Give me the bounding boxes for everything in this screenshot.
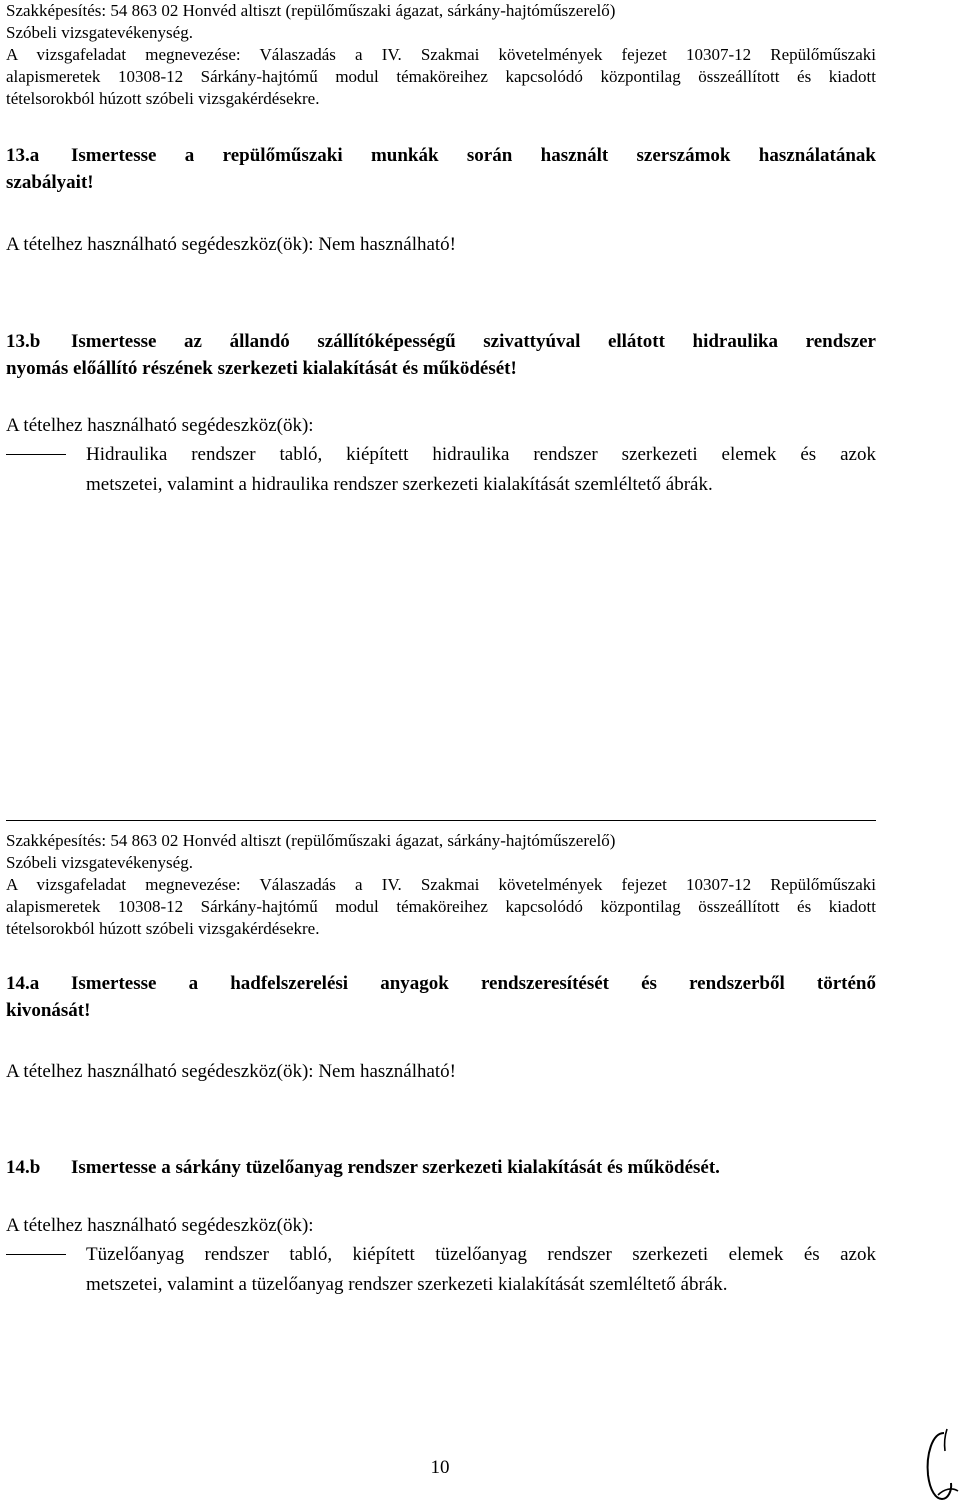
page-separator-line — [6, 820, 876, 821]
question-text-continued: szabályait! — [6, 172, 94, 193]
question-number: 14.a — [6, 973, 40, 994]
header-task-name: A vizsgafeladat megnevezése: Válaszadás a IV. Szakmai követelmények fejezet 10307-12 Repülőműszaki — [6, 875, 876, 894]
aid-statement-13a: A tételhez használható segédeszköz(ök): Nem használható! — [6, 234, 457, 255]
aid-item-text-continued: metszetei, valamint a hidraulika rendszer szerkezeti kialakítását szemléltető ábrák. — [86, 474, 713, 495]
aid-item-text-continued: metszetei, valamint a tüzelőanyag rendszer szerkezeti kialakítását szemléltető ábrák. — [86, 1274, 728, 1295]
question-13b — [6, 328, 876, 382]
aid-list-item-14b — [6, 1240, 876, 1300]
aid-statement-13b: A tételhez használható segédeszköz(ök): — [6, 415, 314, 436]
dash-bullet-icon — [6, 454, 66, 455]
page-number: 10 — [430, 1457, 450, 1478]
header-qualification: Szakképesítés: 54 863 02 Honvéd altiszt (repülőműszaki ágazat, sárkány-hajtóműszerelő) — [6, 831, 616, 850]
header-task-source: tételsorokból húzott szóbeli vizsgakérdésekre. — [6, 919, 320, 938]
aid-item-text: Hidraulika rendszer tabló, kiépített hidraulika rendszer szerkezeti elemek és azok — [86, 444, 876, 465]
question-13a — [6, 142, 876, 196]
header-task-name: A vizsgafeladat megnevezése: Válaszadás a IV. Szakmai követelmények fejezet 10307-12 Repülőműszaki — [6, 45, 876, 64]
header-qualification: Szakképesítés: 54 863 02 Honvéd altiszt (repülőműszaki ágazat, sárkány-hajtóműszerelő) — [6, 1, 616, 20]
question-text: Ismertesse a repülőműszaki munkák során használt szerszámok használatának — [71, 145, 876, 166]
exam-header — [6, 0, 876, 110]
question-text: Ismertesse a hadfelszerelési anyagok rendszeresítését és rendszerből történő — [71, 973, 876, 994]
question-number: 14.b — [6, 1157, 41, 1178]
aid-statement-14a: A tételhez használható segédeszköz(ök): Nem használható! — [6, 1061, 457, 1082]
exam-header-repeat — [6, 830, 876, 940]
aid-list-item-13b — [6, 440, 876, 500]
question-14b — [6, 1154, 876, 1181]
header-task-modules: alapismeretek 10308-12 Sárkány-hajtómű modul témaköreihez kapcsolódó központilag összeállított és kiadott — [6, 67, 876, 86]
question-text-continued: kivonását! — [6, 1000, 91, 1021]
question-number: 13.a — [6, 145, 40, 166]
aid-statement-14b: A tételhez használható segédeszköz(ök): — [6, 1215, 314, 1236]
question-text: Ismertesse az állandó szállítóképességű szivattyúval ellátott hidraulika rendszer — [71, 331, 876, 352]
header-task-modules: alapismeretek 10308-12 Sárkány-hajtómű modul témaköreihez kapcsolódó központilag összeállított és kiadott — [6, 897, 876, 916]
aid-item-text: Tüzelőanyag rendszer tabló, kiépített tüzelőanyag rendszer szerkezeti elemek és azok — [86, 1244, 876, 1265]
question-number: 13.b — [6, 331, 41, 352]
question-text-continued: nyomás előállító részének szerkezeti kialakítását és működését! — [6, 358, 517, 379]
header-activity: Szóbeli vizsgatevékenység. — [6, 853, 193, 872]
dash-bullet-icon — [6, 1254, 66, 1255]
header-task-source: tételsorokból húzott szóbeli vizsgakérdésekre. — [6, 89, 320, 108]
question-text: Ismertesse a sárkány tüzelőanyag rendszer szerkezeti kialakítását és működését. — [71, 1157, 720, 1178]
header-activity: Szóbeli vizsgatevékenység. — [6, 23, 193, 42]
handwritten-signature-icon — [918, 1425, 960, 1503]
question-14a — [6, 970, 876, 1024]
